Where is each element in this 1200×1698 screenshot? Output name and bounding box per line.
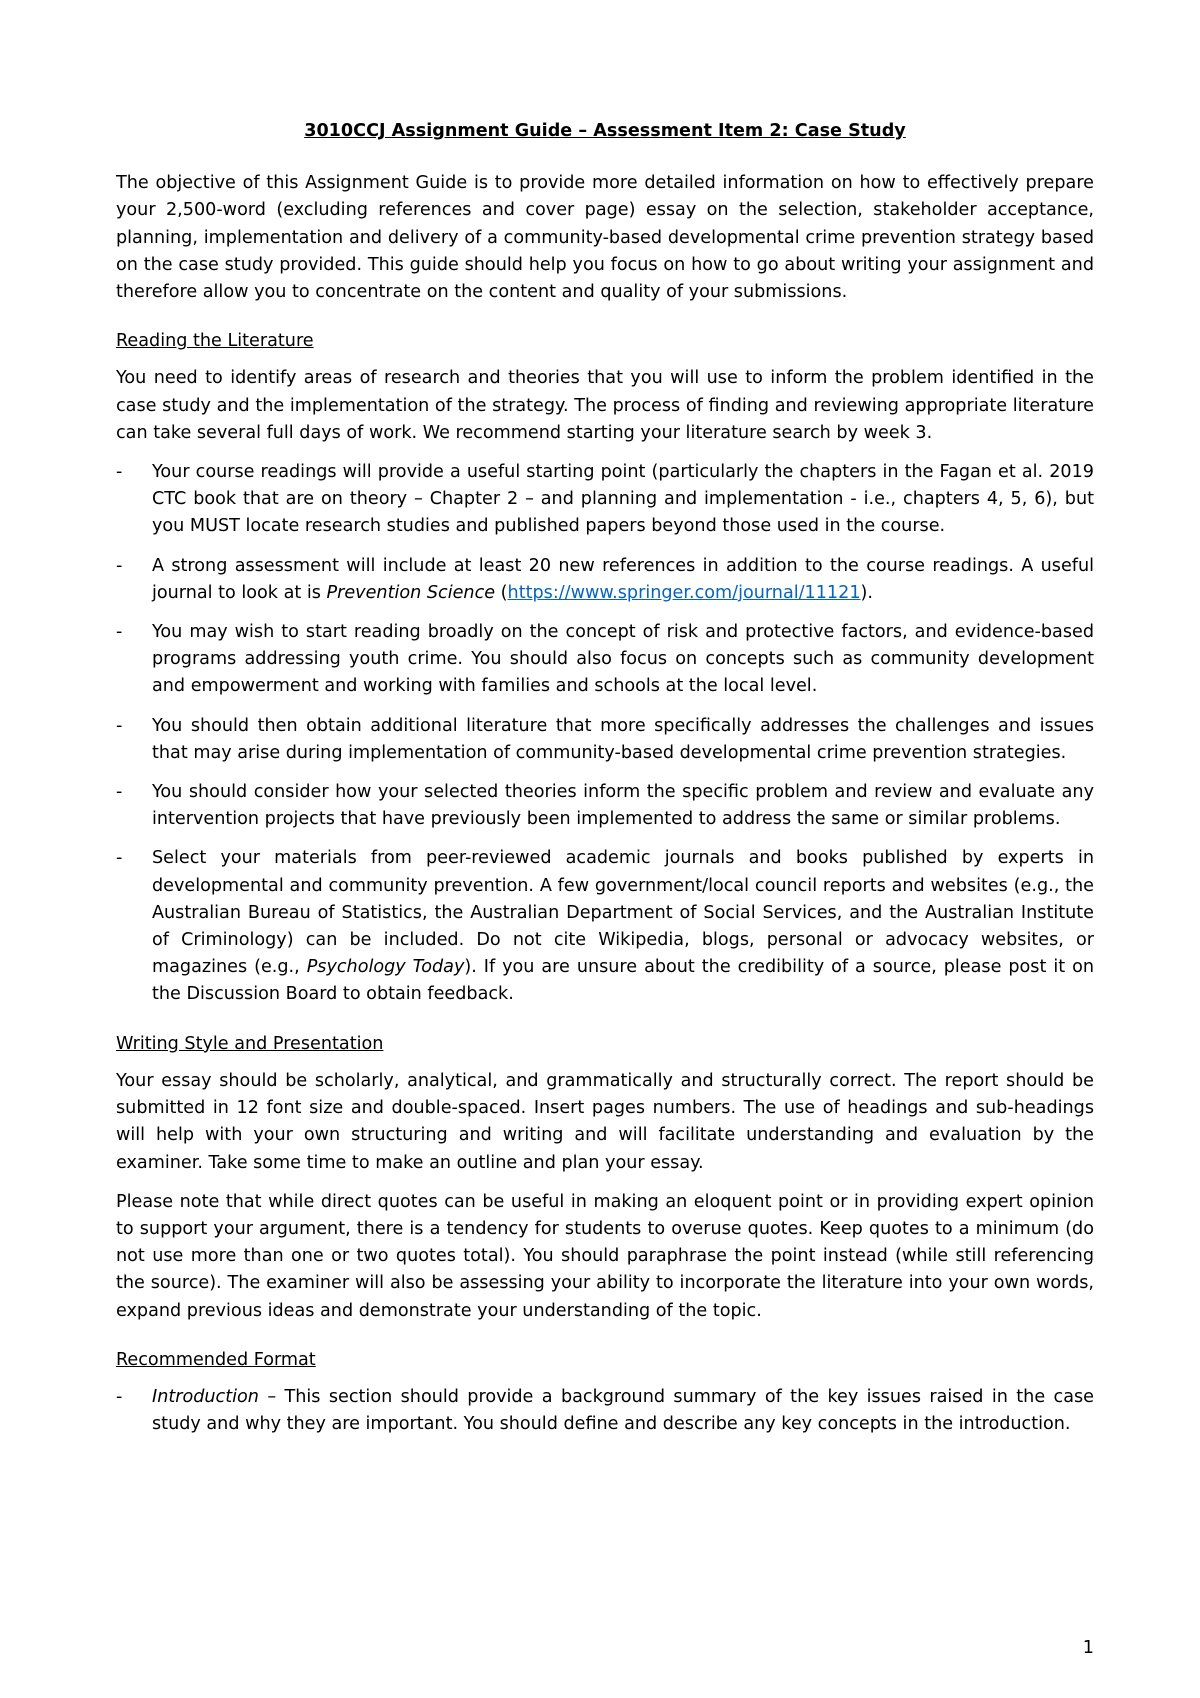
springer-journal-link[interactable]: https://www.springer.com/journal/11121 <box>507 582 861 603</box>
section-heading-reading: Reading the Literature <box>116 331 314 352</box>
magazine-name: Psychology Today <box>306 957 465 978</box>
list-item <box>116 713 1094 767</box>
list-item-text: You should then obtain additional literature that more specifically addresses the challenges and issues that may arise during implementation of community-based developmental crime prevention strategies. <box>152 715 1094 763</box>
page-number: 1 <box>1082 1638 1094 1658</box>
format-item-label: Introduction <box>152 1386 259 1407</box>
intro-paragraph: The objective of this Assignment Guide is to provide more detailed information on how to effectively prepare your 2,500-word (excluding references and cover page) essay on the selection, stakeholder acceptance, planning, implementation and delivery of a community-based developmental crime prevention strategy based on the case study provided. This guide should help you focus on how to go about writing your assignment and therefore allow you to concentrate on the content and quality of your submissions. <box>116 173 1094 303</box>
list-item-text: A strong assessment will include at least 20 new references in addition to the course readings. A useful journal to look at is <box>152 555 1094 603</box>
format-list <box>116 1384 1094 1438</box>
journal-name: Prevention Science <box>326 582 496 603</box>
list-item-text: You may wish to start reading broadly on the concept of risk and protective factors, and evidence-based programs addressing youth crime. You should also focus on concepts such as community development and empowerment and working with families and schools at the local level. <box>152 622 1094 697</box>
list-item <box>116 1384 1094 1438</box>
list-item <box>116 845 1094 1008</box>
paren-close: ). <box>860 582 873 603</box>
list-item-text: ). If you are unsure about the credibility of a source, please post it on the Discussion Board to obtain feedback. <box>152 957 1094 1005</box>
page-title: 3010CCJ Assignment Guide – Assessment Item 2: Case Study <box>304 121 906 141</box>
list-item-text: You should consider how your selected theories inform the specific problem and review and evaluate any intervention projects that have previously been implemented to address the same or similar problems. <box>152 782 1094 830</box>
list-item-text: Your course readings will provide a useful starting point (particularly the chapters in the Fagan et al. 2019 CTC book that are on theory – Chapter 2 – and planning and implementation - i.e., chapters 4, 5, 6), but you MUST locate research studies and published papers beyond those used in the course. <box>152 462 1094 537</box>
list-item-text: Select your materials from peer-reviewed academic journals and books published by experts in developmental and community prevention. A few government/local council reports and websites (e.g., the Australian Bureau of Statistics, the Australian Department of Social Services, and the Australian Institute of Criminology) can be included. Do not cite Wikipedia, blogs, personal or advocacy websites, or magazines (e.g., <box>152 848 1094 978</box>
format-item-text: – This section should provide a background summary of the key issues raised in the case study and why they are important. You should define and describe any key concepts in the introduction. <box>152 1386 1094 1435</box>
list-item <box>116 779 1094 833</box>
document-body <box>116 118 1094 1450</box>
section-heading-format: Recommended Format <box>116 1349 316 1370</box>
list-item <box>116 553 1094 607</box>
list-item <box>116 619 1094 701</box>
writing-paragraph-1: Your essay should be scholarly, analytical, and grammatically and structurally correct. The report should be submitted in 12 font size and double-spaced. Insert pages numbers. The use of headings and sub-headings will help with your own structuring and writing and will facilitate understanding and evaluation by the examiner. Take some time to make an outline and plan your essay. <box>116 1070 1094 1173</box>
reading-list <box>116 459 1094 1009</box>
section-heading-writing: Writing Style and Presentation <box>116 1033 384 1054</box>
writing-paragraph-2: Please note that while direct quotes can be useful in making an eloquent point or in providing expert opinion to support your argument, there is a tendency for students to overuse quotes. Keep quotes to a minimum (do not use more than one or two quotes total). You should paraphrase the point instead (while still referencing the source). The examiner will also be assessing your ability to incorporate the literature into your own words, expand previous ideas and demonstrate your understanding of the topic. <box>116 1191 1094 1321</box>
list-item <box>116 459 1094 541</box>
reading-paragraph: You need to identify areas of research and theories that you will use to inform the problem identified in the case study and the implementation of the strategy. The process of finding and reviewing appropriate literature can take several full days of work. We recommend starting your literature search by week 3. <box>116 368 1094 443</box>
paren-open: ( <box>495 582 508 603</box>
